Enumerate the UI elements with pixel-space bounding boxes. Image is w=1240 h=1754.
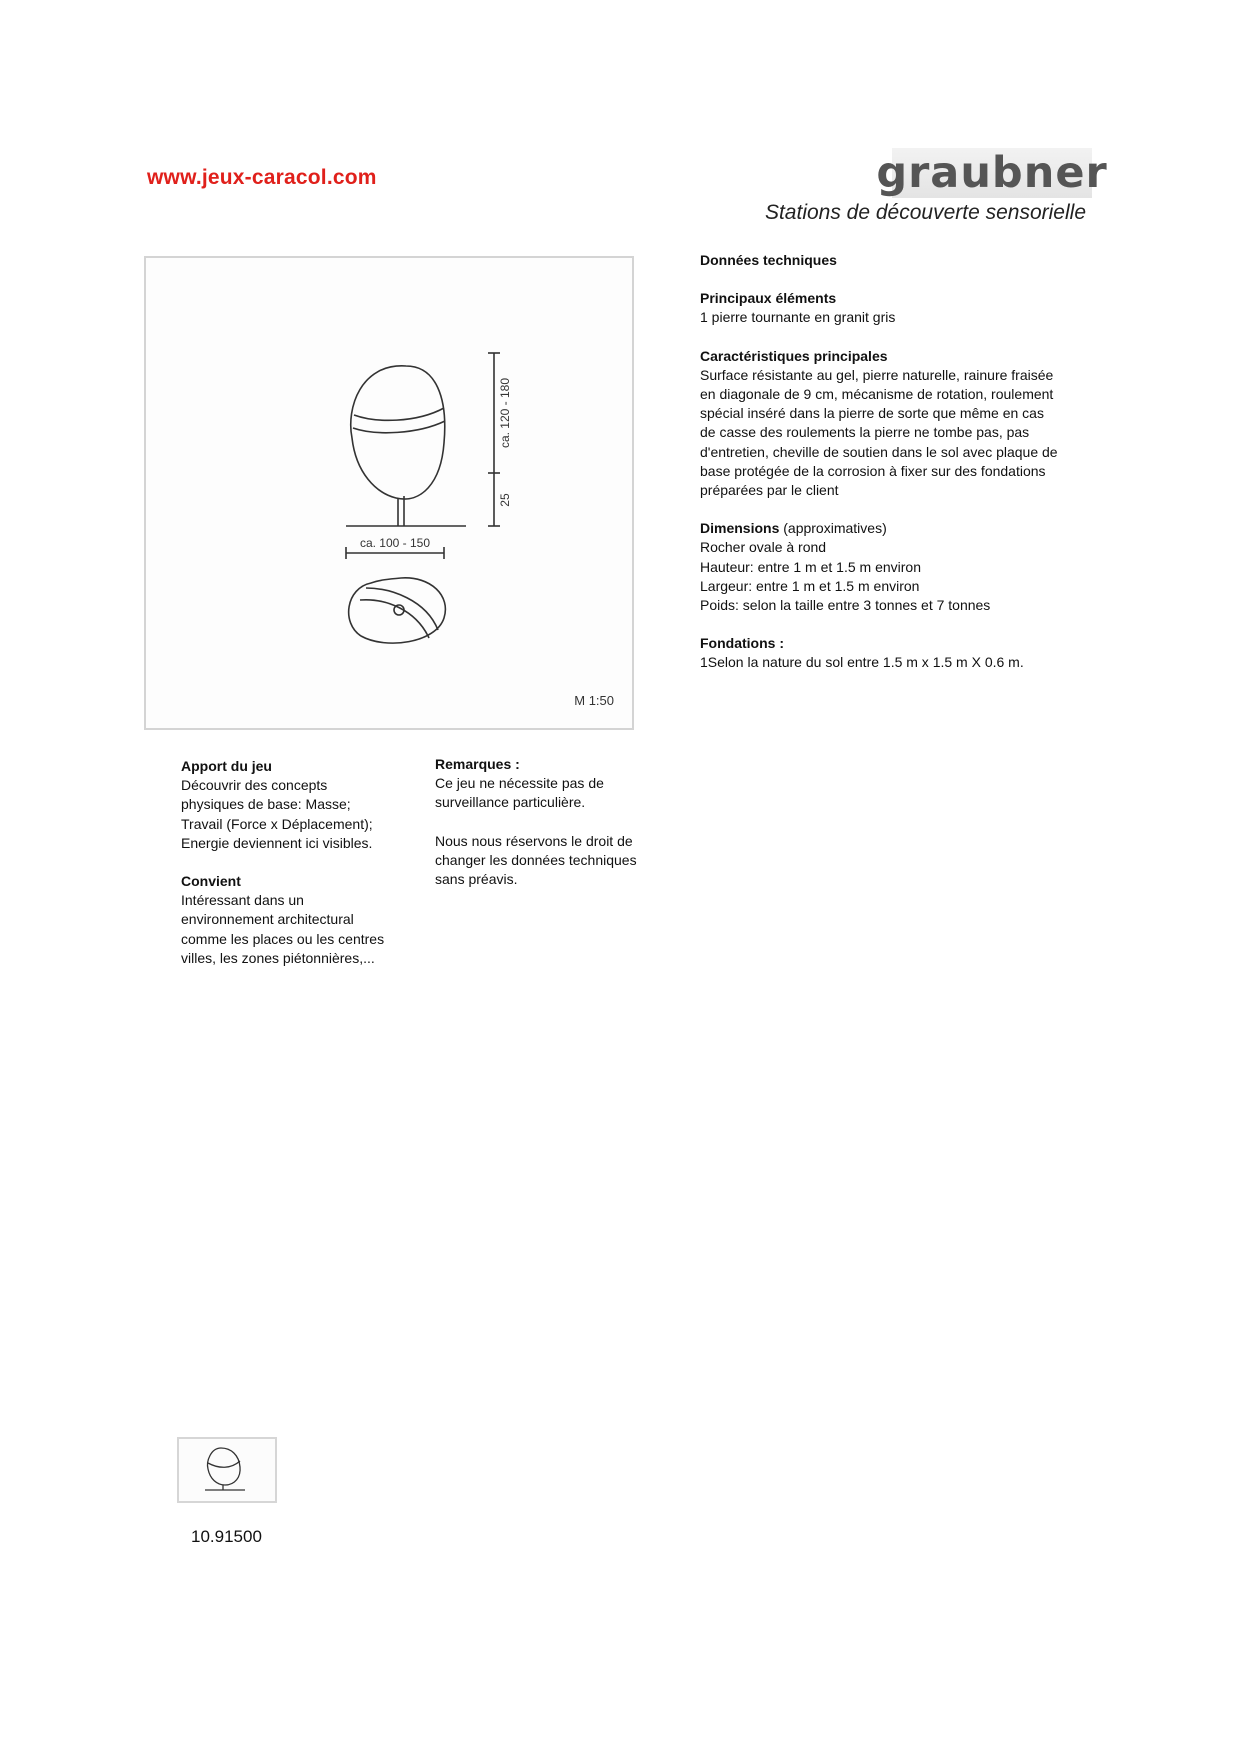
page-subtitle: Stations de découverte sensorielle: [764, 201, 1086, 224]
right-column: [435, 755, 665, 908]
remarks-line: sans préavis.: [435, 871, 518, 888]
groove-line-upper: [354, 408, 444, 420]
features-heading: Caractéristiques principales: [700, 347, 888, 364]
suitable-line: comme les places ou les centres: [181, 930, 385, 947]
specs-title: Données techniques: [700, 252, 837, 268]
groove-line-lower: [353, 421, 445, 433]
features-line: d'entretien, cheville de soutien dans le sol avec plaque de: [700, 443, 1058, 460]
dimensions-note: (approximatives): [783, 520, 887, 537]
contribution-line: Travail (Force x Déplacement);: [181, 815, 373, 832]
features-line: de casse des roulements la pierre ne tombe pas, pas: [700, 424, 1030, 441]
suitable-line: Intéressant dans un: [181, 892, 304, 909]
remarks-line: surveillance particulière.: [435, 794, 586, 811]
thumbnail-stone-svg: [179, 1439, 275, 1501]
foundations-text: 1Selon la nature du sol entre 1.5 m x 1.5 m X 0.6 m.: [700, 654, 1024, 671]
width-dimension-label: ca. 100 - 150: [359, 536, 431, 550]
suitable-line: environnement architectural: [181, 911, 354, 928]
foundations-heading: Fondations :: [700, 635, 784, 652]
contribution-line: Energie deviennent ici visibles.: [181, 834, 373, 851]
product-thumbnail: [177, 1437, 277, 1503]
contribution-heading: Apport du jeu: [181, 758, 272, 774]
dimensions-line: Hauteur: entre 1 m et 1.5 m environ: [700, 558, 921, 575]
technical-drawing: [144, 256, 634, 730]
technical-specs: [700, 251, 1100, 692]
article-number: 10.91500: [191, 1527, 262, 1546]
remarks-line: Ce jeu ne nécessite pas de: [435, 775, 604, 792]
website-url[interactable]: www.jeux-caracol.com: [147, 166, 377, 189]
remarks-line: changer les données techniques: [435, 851, 637, 868]
height-dimension-label: ca. 120 - 180: [498, 377, 512, 449]
features-line: préparées par le client: [700, 482, 839, 499]
features-line: en diagonale de 9 cm, mécanisme de rotation, roulement: [700, 386, 1054, 403]
contribution-line: physiques de base: Masse;: [181, 796, 351, 813]
scale-label: M 1:50: [574, 693, 614, 708]
dimensions-line: Largeur: entre 1 m et 1.5 m environ: [700, 577, 920, 594]
dimensions-line: Poids: selon la taille entre 3 tonnes et 7 tonnes: [700, 597, 991, 614]
left-column: [181, 757, 421, 987]
features-line: spécial inséré dans la pierre de sorte que même en cas: [700, 405, 1044, 422]
base-dimension-label: 25: [498, 493, 512, 507]
dimensions-heading: Dimensions: [700, 520, 780, 537]
features-line: Surface résistante au gel, pierre naturelle, rainure fraisée: [700, 366, 1054, 383]
features-line: base protégée de la corrosion à fixer sur des fondations: [700, 462, 1046, 479]
suitable-heading: Convient: [181, 873, 241, 890]
main-elements-heading: Principaux éléments: [700, 290, 837, 307]
dimensions-line: Rocher ovale à rond: [700, 539, 827, 556]
stone-top-view: [349, 578, 446, 643]
stone-drawing-svg: [146, 258, 632, 728]
contribution-line: Découvrir des concepts: [181, 777, 328, 794]
remarks-heading: Remarques :: [435, 756, 520, 772]
brand-logo: graubner: [876, 148, 1108, 198]
suitable-line: villes, les zones piétonnières,...: [181, 949, 375, 966]
main-elements-text: 1 pierre tournante en granit gris: [700, 309, 896, 326]
remarks-line: Nous nous réservons le droit de: [435, 832, 633, 849]
